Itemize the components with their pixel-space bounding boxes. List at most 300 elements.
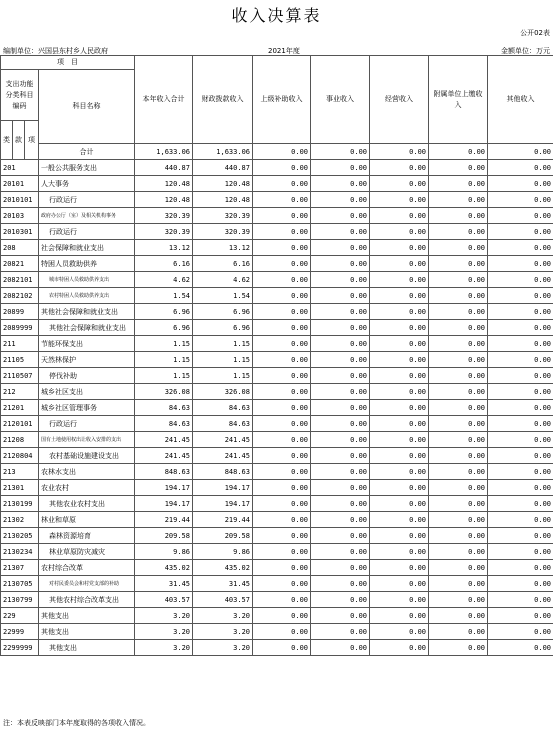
header-lei: 类 (1, 121, 13, 160)
table-row (1, 544, 553, 560)
fiscal-income-value: 6.16 (193, 256, 253, 272)
table-row (1, 336, 553, 352)
subject-name: 行政运行 (39, 224, 135, 240)
zero-value: 0.00 (370, 240, 429, 256)
subject-code: 2082101 (1, 272, 39, 288)
zero-value: 0.00 (370, 464, 429, 480)
fiscal-income-value: 4.62 (193, 272, 253, 288)
zero-value: 0.00 (429, 624, 488, 640)
table-row (1, 352, 553, 368)
zero-value: 0.00 (311, 320, 370, 336)
table-row (1, 176, 553, 192)
table-row (1, 432, 553, 448)
subject-code: 21105 (1, 352, 39, 368)
zero-value: 0.00 (253, 208, 311, 224)
fiscal-income-value: 1.15 (193, 368, 253, 384)
fiscal-income-value: 435.02 (193, 560, 253, 576)
zero-value: 0.00 (429, 608, 488, 624)
total-income-value: 1.15 (135, 368, 193, 384)
zero-value: 0.00 (311, 288, 370, 304)
subject-name: 其他农业农村支出 (39, 496, 135, 512)
zero-value: 0.00 (253, 368, 311, 384)
zero-value: 0.00 (253, 272, 311, 288)
zero-value: 0.00 (488, 256, 553, 272)
zero-value: 0.00 (429, 352, 488, 368)
zero-value: 0.00 (488, 352, 553, 368)
total-income-value: 403.57 (135, 592, 193, 608)
table-row (1, 272, 553, 288)
zero-value: 0.00 (370, 432, 429, 448)
zero-value: 0.00 (488, 320, 553, 336)
zero-value: 0.00 (253, 640, 311, 656)
table-row (1, 192, 553, 208)
subject-name: 对村民委员会和村党支部的补助 (39, 576, 135, 592)
zero-value: 0.00 (488, 192, 553, 208)
zero-value: 0.00 (370, 480, 429, 496)
zero-value: 0.00 (370, 256, 429, 272)
total-income-value: 848.63 (135, 464, 193, 480)
fiscal-income-value: 3.20 (193, 640, 253, 656)
zero-value: 0.00 (311, 576, 370, 592)
table-row (1, 496, 553, 512)
zero-value: 0.00 (311, 368, 370, 384)
subject-code: 2089999 (1, 320, 39, 336)
table-row (1, 368, 553, 384)
subject-code: 21301 (1, 480, 39, 496)
header-xiang: 项 (25, 121, 39, 160)
zero-value: 0.00 (311, 432, 370, 448)
total-income-value: 435.02 (135, 560, 193, 576)
subject-name: 林业草原防灾减灾 (39, 544, 135, 560)
zero-value: 0.00 (370, 384, 429, 400)
fiscal-income-value: 194.17 (193, 480, 253, 496)
zero-value: 0.00 (488, 496, 553, 512)
zero-value: 0.00 (370, 224, 429, 240)
fiscal-income-value: 1.15 (193, 336, 253, 352)
page-title: 收入决算表 (231, 6, 322, 25)
subject-code: 229 (1, 608, 39, 624)
header-kuan: 款 (13, 121, 25, 160)
zero-value: 0.00 (311, 384, 370, 400)
header-other-income: 其他收入 (488, 56, 553, 144)
header-business-income: 事业收入 (311, 56, 370, 144)
subject-name: 林业和草原 (39, 512, 135, 528)
zero-value: 0.00 (370, 512, 429, 528)
table-row (1, 640, 553, 656)
subject-name: 城市特困人员救助供养支出 (39, 272, 135, 288)
total-income-value: 4.62 (135, 272, 193, 288)
zero-value: 0.00 (311, 496, 370, 512)
subject-name: 其他支出 (39, 608, 135, 624)
total-income-value: 241.45 (135, 432, 193, 448)
total-value: 0.00 (488, 144, 553, 160)
subject-code: 20103 (1, 208, 39, 224)
zero-value: 0.00 (488, 432, 553, 448)
zero-value: 0.00 (311, 176, 370, 192)
revenue-table (0, 55, 553, 656)
subject-code: 21208 (1, 432, 39, 448)
footnote: 注：本表反映部门本年度取得的各项收入情况。 (3, 719, 150, 727)
zero-value: 0.00 (488, 160, 553, 176)
zero-value: 0.00 (488, 528, 553, 544)
subject-name: 农业农村 (39, 480, 135, 496)
subject-name: 一般公共服务支出 (39, 160, 135, 176)
zero-value: 0.00 (253, 288, 311, 304)
table-row (1, 160, 553, 176)
fiscal-income-value: 320.39 (193, 208, 253, 224)
fiscal-income-value: 120.48 (193, 192, 253, 208)
zero-value: 0.00 (370, 560, 429, 576)
zero-value: 0.00 (488, 512, 553, 528)
zero-value: 0.00 (253, 448, 311, 464)
zero-value: 0.00 (370, 576, 429, 592)
fiscal-income-value: 13.12 (193, 240, 253, 256)
subject-code: 21307 (1, 560, 39, 576)
zero-value: 0.00 (488, 368, 553, 384)
table-row (1, 448, 553, 464)
zero-value: 0.00 (311, 480, 370, 496)
zero-value: 0.00 (488, 384, 553, 400)
total-income-value: 1.15 (135, 336, 193, 352)
header-subsidy-income: 上级补助收入 (253, 56, 311, 144)
zero-value: 0.00 (488, 288, 553, 304)
zero-value: 0.00 (370, 592, 429, 608)
zero-value: 0.00 (311, 464, 370, 480)
fiscal-income-value: 403.57 (193, 592, 253, 608)
zero-value: 0.00 (311, 160, 370, 176)
table-row (1, 304, 553, 320)
subject-code: 21201 (1, 400, 39, 416)
table-row (1, 592, 553, 608)
total-income-value: 6.16 (135, 256, 193, 272)
zero-value: 0.00 (311, 352, 370, 368)
table-row (1, 256, 553, 272)
zero-value: 0.00 (311, 192, 370, 208)
total-income-value: 219.44 (135, 512, 193, 528)
total-income-value: 209.58 (135, 528, 193, 544)
zero-value: 0.00 (488, 224, 553, 240)
zero-value: 0.00 (488, 592, 553, 608)
zero-value: 0.00 (429, 192, 488, 208)
table-row (1, 288, 553, 304)
zero-value: 0.00 (429, 544, 488, 560)
table-row (1, 480, 553, 496)
zero-value: 0.00 (370, 368, 429, 384)
zero-value: 0.00 (429, 480, 488, 496)
subject-code: 20899 (1, 304, 39, 320)
zero-value: 0.00 (311, 448, 370, 464)
zero-value: 0.00 (253, 416, 311, 432)
subject-code: 2299999 (1, 640, 39, 656)
table-row (1, 608, 553, 624)
zero-value: 0.00 (370, 448, 429, 464)
zero-value: 0.00 (253, 256, 311, 272)
zero-value: 0.00 (370, 336, 429, 352)
zero-value: 0.00 (253, 624, 311, 640)
total-income-value: 9.86 (135, 544, 193, 560)
zero-value: 0.00 (429, 240, 488, 256)
fiscal-year: 2021年度 (268, 47, 300, 55)
subject-code: 2120101 (1, 416, 39, 432)
subject-code: 20101 (1, 176, 39, 192)
zero-value: 0.00 (311, 400, 370, 416)
zero-value: 0.00 (488, 464, 553, 480)
table-row (1, 240, 553, 256)
zero-value: 0.00 (311, 272, 370, 288)
table-row (1, 512, 553, 528)
zero-value: 0.00 (253, 576, 311, 592)
zero-value: 0.00 (488, 400, 553, 416)
zero-value: 0.00 (253, 496, 311, 512)
fiscal-income-value: 194.17 (193, 496, 253, 512)
total-income-value: 320.39 (135, 208, 193, 224)
total-income-value: 13.12 (135, 240, 193, 256)
subject-name: 行政运行 (39, 192, 135, 208)
zero-value: 0.00 (370, 352, 429, 368)
fiscal-income-value: 440.87 (193, 160, 253, 176)
fiscal-income-value: 31.45 (193, 576, 253, 592)
subject-code: 2130205 (1, 528, 39, 544)
subject-code: 2120804 (1, 448, 39, 464)
zero-value: 0.00 (370, 160, 429, 176)
subject-name: 农村特困人员救助供养支出 (39, 288, 135, 304)
zero-value: 0.00 (253, 304, 311, 320)
table-row (1, 624, 553, 640)
zero-value: 0.00 (429, 368, 488, 384)
total-income-value: 6.96 (135, 304, 193, 320)
total-value: 1,633.06 (193, 144, 253, 160)
fiscal-income-value: 84.63 (193, 416, 253, 432)
subject-code: 2010301 (1, 224, 39, 240)
fiscal-income-value: 219.44 (193, 512, 253, 528)
zero-value: 0.00 (370, 416, 429, 432)
total-income-value: 241.45 (135, 448, 193, 464)
fiscal-income-value: 9.86 (193, 544, 253, 560)
zero-value: 0.00 (370, 544, 429, 560)
fiscal-income-value: 241.45 (193, 448, 253, 464)
zero-value: 0.00 (253, 608, 311, 624)
fiscal-income-value: 1.54 (193, 288, 253, 304)
subject-code: 20821 (1, 256, 39, 272)
total-income-value: 84.63 (135, 400, 193, 416)
total-income-value: 1.15 (135, 352, 193, 368)
zero-value: 0.00 (429, 432, 488, 448)
zero-value: 0.00 (370, 320, 429, 336)
zero-value: 0.00 (370, 640, 429, 656)
total-income-value: 440.87 (135, 160, 193, 176)
subject-code: 2010101 (1, 192, 39, 208)
zero-value: 0.00 (370, 528, 429, 544)
zero-value: 0.00 (311, 240, 370, 256)
zero-value: 0.00 (253, 544, 311, 560)
subject-name: 其他社会保障和就业支出 (39, 320, 135, 336)
fiscal-income-value: 848.63 (193, 464, 253, 480)
total-income-value: 320.39 (135, 224, 193, 240)
fiscal-income-value: 3.20 (193, 624, 253, 640)
zero-value: 0.00 (253, 160, 311, 176)
zero-value: 0.00 (429, 560, 488, 576)
subject-name: 其他支出 (39, 624, 135, 640)
zero-value: 0.00 (370, 192, 429, 208)
zero-value: 0.00 (311, 640, 370, 656)
form-number: 公开02表 (520, 29, 550, 37)
total-income-value: 194.17 (135, 480, 193, 496)
fiscal-income-value: 3.20 (193, 608, 253, 624)
zero-value: 0.00 (311, 416, 370, 432)
header-total-income: 本年收入合计 (135, 56, 193, 144)
zero-value: 0.00 (429, 256, 488, 272)
zero-value: 0.00 (429, 416, 488, 432)
zero-value: 0.00 (253, 176, 311, 192)
zero-value: 0.00 (311, 528, 370, 544)
zero-value: 0.00 (488, 560, 553, 576)
subject-code: 208 (1, 240, 39, 256)
header-fiscal-income: 财政拨款收入 (193, 56, 253, 144)
subject-name: 森林资源培育 (39, 528, 135, 544)
zero-value: 0.00 (370, 496, 429, 512)
zero-value: 0.00 (429, 224, 488, 240)
zero-value: 0.00 (429, 304, 488, 320)
table-row (1, 320, 553, 336)
zero-value: 0.00 (429, 272, 488, 288)
total-income-value: 6.96 (135, 320, 193, 336)
subject-code: 2130234 (1, 544, 39, 560)
zero-value: 0.00 (429, 160, 488, 176)
table-row (1, 208, 553, 224)
total-value: 0.00 (311, 144, 370, 160)
subject-name: 城乡社区管理事务 (39, 400, 135, 416)
subject-name: 行政运行 (39, 416, 135, 432)
subject-name: 社会保障和就业支出 (39, 240, 135, 256)
zero-value: 0.00 (370, 208, 429, 224)
zero-value: 0.00 (253, 464, 311, 480)
zero-value: 0.00 (253, 240, 311, 256)
zero-value: 0.00 (429, 528, 488, 544)
total-row (1, 144, 553, 160)
fiscal-income-value: 326.08 (193, 384, 253, 400)
header-affiliated-income: 附属单位上缴收入 (429, 56, 488, 144)
fiscal-income-value: 6.96 (193, 320, 253, 336)
subject-code: 22999 (1, 624, 39, 640)
zero-value: 0.00 (253, 400, 311, 416)
total-value: 0.00 (429, 144, 488, 160)
fiscal-income-value: 6.96 (193, 304, 253, 320)
zero-value: 0.00 (311, 608, 370, 624)
subject-code: 2110507 (1, 368, 39, 384)
zero-value: 0.00 (311, 512, 370, 528)
zero-value: 0.00 (488, 416, 553, 432)
zero-value: 0.00 (429, 320, 488, 336)
total-income-value: 3.20 (135, 608, 193, 624)
table-row (1, 400, 553, 416)
zero-value: 0.00 (429, 336, 488, 352)
zero-value: 0.00 (370, 400, 429, 416)
subject-name: 特困人员救助供养 (39, 256, 135, 272)
zero-value: 0.00 (311, 224, 370, 240)
subject-code: 211 (1, 336, 39, 352)
zero-value: 0.00 (429, 448, 488, 464)
zero-value: 0.00 (311, 560, 370, 576)
zero-value: 0.00 (429, 384, 488, 400)
subject-code: 21302 (1, 512, 39, 528)
total-value: 0.00 (253, 144, 311, 160)
zero-value: 0.00 (370, 608, 429, 624)
zero-value: 0.00 (253, 432, 311, 448)
zero-value: 0.00 (253, 224, 311, 240)
zero-value: 0.00 (370, 288, 429, 304)
total-income-value: 194.17 (135, 496, 193, 512)
table-row (1, 416, 553, 432)
fiscal-income-value: 84.63 (193, 400, 253, 416)
zero-value: 0.00 (311, 304, 370, 320)
zero-value: 0.00 (429, 640, 488, 656)
subject-name: 其他社会保障和就业支出 (39, 304, 135, 320)
total-income-value: 31.45 (135, 576, 193, 592)
header-operation-income: 经营收入 (370, 56, 429, 144)
subject-name: 城乡社区支出 (39, 384, 135, 400)
currency-unit: 金额单位：万元 (501, 47, 550, 55)
subject-name: 停伐补助 (39, 368, 135, 384)
subject-code: 201 (1, 160, 39, 176)
zero-value: 0.00 (429, 592, 488, 608)
total-income-value: 84.63 (135, 416, 193, 432)
zero-value: 0.00 (370, 176, 429, 192)
zero-value: 0.00 (488, 176, 553, 192)
zero-value: 0.00 (429, 208, 488, 224)
zero-value: 0.00 (370, 272, 429, 288)
total-value: 1,633.06 (135, 144, 193, 160)
zero-value: 0.00 (253, 560, 311, 576)
total-income-value: 120.48 (135, 176, 193, 192)
header-item: 项 目 (1, 56, 135, 70)
table-row (1, 464, 553, 480)
subject-name: 其他支出 (39, 640, 135, 656)
zero-value: 0.00 (488, 240, 553, 256)
subject-name: 政府办公厅（室）及相关机构事务 (39, 208, 135, 224)
subject-code: 2130199 (1, 496, 39, 512)
table-row (1, 384, 553, 400)
zero-value: 0.00 (253, 352, 311, 368)
total-value: 0.00 (370, 144, 429, 160)
zero-value: 0.00 (253, 480, 311, 496)
zero-value: 0.00 (488, 544, 553, 560)
total-income-value: 120.48 (135, 192, 193, 208)
zero-value: 0.00 (311, 544, 370, 560)
total-income-value: 3.20 (135, 624, 193, 640)
zero-value: 0.00 (488, 336, 553, 352)
fiscal-income-value: 241.45 (193, 432, 253, 448)
zero-value: 0.00 (429, 496, 488, 512)
fiscal-income-value: 209.58 (193, 528, 253, 544)
subject-name: 节能环保支出 (39, 336, 135, 352)
zero-value: 0.00 (429, 576, 488, 592)
zero-value: 0.00 (488, 640, 553, 656)
zero-value: 0.00 (488, 304, 553, 320)
zero-value: 0.00 (253, 320, 311, 336)
zero-value: 0.00 (370, 624, 429, 640)
total-income-value: 326.08 (135, 384, 193, 400)
table-row (1, 224, 553, 240)
table-row (1, 560, 553, 576)
total-income-value: 1.54 (135, 288, 193, 304)
zero-value: 0.00 (488, 448, 553, 464)
zero-value: 0.00 (311, 208, 370, 224)
zero-value: 0.00 (429, 464, 488, 480)
zero-value: 0.00 (311, 336, 370, 352)
subject-name: 农村综合改革 (39, 560, 135, 576)
zero-value: 0.00 (429, 512, 488, 528)
zero-value: 0.00 (253, 192, 311, 208)
